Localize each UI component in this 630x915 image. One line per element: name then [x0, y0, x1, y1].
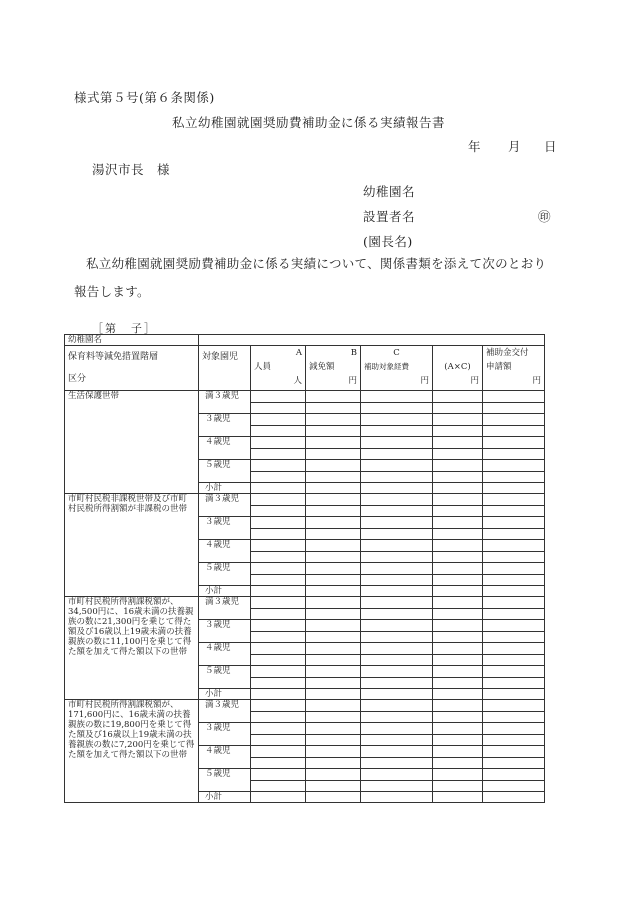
- age-band-label: 満３歳児: [199, 494, 251, 517]
- value-cell[interactable]: [433, 608, 483, 620]
- value-cell[interactable]: [251, 654, 306, 666]
- value-cell[interactable]: [306, 620, 361, 632]
- value-cell[interactable]: [433, 517, 483, 529]
- value-cell[interactable]: [433, 505, 483, 517]
- subtotal-value-cell[interactable]: [361, 792, 433, 803]
- value-cell[interactable]: [306, 402, 361, 414]
- value-cell[interactable]: [251, 414, 306, 426]
- value-cell[interactable]: [483, 551, 545, 563]
- value-cell[interactable]: [306, 666, 361, 678]
- kindergarten-name-row: [65, 335, 545, 346]
- col-ac-label: (A×C): [444, 362, 471, 372]
- col-c-header: [361, 346, 433, 391]
- addressee: 湯沢市長 様: [92, 162, 171, 177]
- value-cell[interactable]: [306, 528, 361, 540]
- value-cell[interactable]: [251, 780, 306, 792]
- value-cell[interactable]: [433, 780, 483, 792]
- value-cell[interactable]: [433, 425, 483, 437]
- value-cell[interactable]: [483, 723, 545, 735]
- value-cell[interactable]: [306, 608, 361, 620]
- value-cell[interactable]: [483, 471, 545, 483]
- value-cell[interactable]: [306, 517, 361, 529]
- value-cell[interactable]: [251, 471, 306, 483]
- founder-name-label: 設置者名: [363, 209, 416, 224]
- value-cell[interactable]: [433, 620, 483, 632]
- age-band-label: ４歳児: [199, 643, 251, 666]
- age-band-label: ５歳児: [199, 563, 251, 586]
- table-row: [65, 391, 545, 403]
- value-cell[interactable]: [361, 505, 433, 517]
- age-band-label: 満３歳児: [199, 597, 251, 620]
- value-cell[interactable]: [306, 425, 361, 437]
- age-band-label: ４歳児: [199, 437, 251, 460]
- value-cell[interactable]: [483, 402, 545, 414]
- value-cell[interactable]: [361, 677, 433, 689]
- value-cell[interactable]: [433, 551, 483, 563]
- subtotal-value-cell[interactable]: [361, 586, 433, 597]
- value-cell[interactable]: [251, 608, 306, 620]
- value-cell[interactable]: [251, 563, 306, 575]
- value-cell[interactable]: [483, 780, 545, 792]
- value-cell[interactable]: [433, 448, 483, 460]
- col-b-unit: 円: [348, 376, 357, 386]
- col-ac-unit: 円: [470, 376, 479, 386]
- value-cell[interactable]: [361, 460, 433, 472]
- table-row: [65, 700, 545, 712]
- value-cell[interactable]: [361, 402, 433, 414]
- principal-name-label: (園長名): [363, 234, 413, 249]
- value-cell[interactable]: [433, 402, 483, 414]
- value-cell[interactable]: [361, 757, 433, 769]
- value-cell[interactable]: [306, 437, 361, 449]
- value-cell[interactable]: [433, 391, 483, 403]
- value-cell[interactable]: [306, 460, 361, 472]
- value-cell[interactable]: [306, 391, 361, 403]
- value-cell[interactable]: [251, 494, 306, 506]
- subtotal-value-cell[interactable]: [483, 689, 545, 700]
- value-cell[interactable]: [483, 437, 545, 449]
- category-label: 市町村民税所得割課税額が、34,500円に、16歳未満の扶養親族の数に21,300円を乗じて得た額及び16歳以上19歳未満の扶養親族の数に11,100円を乗じて得た額を加えて得た額以下の世帯: [65, 597, 199, 700]
- value-cell[interactable]: [433, 471, 483, 483]
- value-cell[interactable]: [251, 540, 306, 552]
- value-cell[interactable]: [483, 494, 545, 506]
- value-cell[interactable]: [306, 505, 361, 517]
- col-c-unit: 円: [420, 376, 429, 386]
- value-cell[interactable]: [361, 414, 433, 426]
- value-cell[interactable]: [361, 654, 433, 666]
- value-cell[interactable]: [251, 517, 306, 529]
- value-cell[interactable]: [251, 597, 306, 609]
- value-cell[interactable]: [306, 494, 361, 506]
- value-cell[interactable]: [306, 700, 361, 712]
- value-cell[interactable]: [433, 574, 483, 586]
- kindergarten-name-label: 幼稚園名: [363, 184, 416, 199]
- col-grant-header: [483, 346, 545, 391]
- value-cell[interactable]: [361, 666, 433, 678]
- col-a-letter: A: [295, 348, 302, 358]
- value-cell[interactable]: [361, 437, 433, 449]
- value-cell[interactable]: [433, 711, 483, 723]
- age-band-label: ４歳児: [199, 746, 251, 769]
- value-cell[interactable]: [483, 608, 545, 620]
- seal-mark: ㊞: [538, 209, 552, 224]
- value-cell[interactable]: [251, 528, 306, 540]
- value-cell[interactable]: [483, 563, 545, 575]
- value-cell[interactable]: [306, 540, 361, 552]
- age-band-label: ３歳児: [199, 517, 251, 540]
- value-cell[interactable]: [361, 631, 433, 643]
- value-cell[interactable]: [306, 574, 361, 586]
- age-band-label: 満３歳児: [199, 700, 251, 723]
- category-label: 市町村民税非課税世帯及び市町村民税所得割額が非課税の世帯: [65, 494, 199, 597]
- value-cell[interactable]: [361, 643, 433, 655]
- subtotal-value-cell[interactable]: [251, 483, 306, 494]
- value-cell[interactable]: [251, 574, 306, 586]
- col-grant-line1: 補助金交付: [486, 348, 529, 358]
- value-cell[interactable]: [251, 620, 306, 632]
- value-cell[interactable]: [306, 654, 361, 666]
- value-cell[interactable]: [433, 734, 483, 746]
- value-cell[interactable]: [306, 757, 361, 769]
- value-cell[interactable]: [251, 723, 306, 735]
- value-cell[interactable]: [306, 597, 361, 609]
- value-cell[interactable]: [483, 448, 545, 460]
- value-cell[interactable]: [361, 517, 433, 529]
- value-cell[interactable]: [483, 414, 545, 426]
- subtotal-value-cell[interactable]: [361, 689, 433, 700]
- value-cell[interactable]: [361, 734, 433, 746]
- value-cell[interactable]: [483, 528, 545, 540]
- value-cell[interactable]: [306, 711, 361, 723]
- body-line-2: 報告します。: [74, 284, 150, 299]
- value-cell[interactable]: [433, 677, 483, 689]
- value-cell[interactable]: [361, 769, 433, 781]
- subtotal-label: 小計: [199, 792, 251, 803]
- subtotal-value-cell[interactable]: [306, 792, 361, 803]
- category-label: 生活保護世帯: [65, 391, 199, 494]
- value-cell[interactable]: [433, 746, 483, 758]
- table-row: [65, 494, 545, 506]
- value-cell[interactable]: [251, 677, 306, 689]
- groups-body: [65, 391, 545, 803]
- value-cell[interactable]: [361, 540, 433, 552]
- value-cell[interactable]: [251, 757, 306, 769]
- value-cell[interactable]: [433, 540, 483, 552]
- value-cell[interactable]: [483, 517, 545, 529]
- value-cell[interactable]: [306, 631, 361, 643]
- value-cell[interactable]: [433, 494, 483, 506]
- value-cell[interactable]: [361, 700, 433, 712]
- form-number: 様式第５号(第６条関係): [74, 90, 215, 105]
- value-cell[interactable]: [483, 460, 545, 472]
- date-year: 年: [468, 139, 482, 154]
- age-band-label: ３歳児: [199, 414, 251, 437]
- kindergarten-name-value[interactable]: [199, 335, 545, 346]
- value-cell[interactable]: [433, 528, 483, 540]
- age-band-label: ５歳児: [199, 769, 251, 792]
- subtotal-value-cell[interactable]: [251, 792, 306, 803]
- value-cell[interactable]: [483, 631, 545, 643]
- value-cell[interactable]: [361, 471, 433, 483]
- value-cell[interactable]: [483, 620, 545, 632]
- subtotal-value-cell[interactable]: [433, 689, 483, 700]
- value-cell[interactable]: [433, 460, 483, 472]
- value-cell[interactable]: [433, 414, 483, 426]
- category-header-line2: 区分: [68, 374, 87, 384]
- col-grant-unit: 円: [532, 376, 541, 386]
- value-cell[interactable]: [483, 425, 545, 437]
- body-line-1: 私立幼稚園就園奨励費補助金に係る実績について、関係書類を添えて次のとおり: [86, 256, 547, 271]
- value-cell[interactable]: [306, 471, 361, 483]
- col-a-header: [251, 346, 306, 391]
- value-cell[interactable]: [306, 780, 361, 792]
- grant-report-table: [64, 334, 545, 803]
- table-row: [65, 597, 545, 609]
- date-day: 日: [544, 139, 558, 154]
- value-cell[interactable]: [433, 700, 483, 712]
- category-header: [65, 346, 199, 391]
- value-cell[interactable]: [361, 551, 433, 563]
- value-cell[interactable]: [251, 746, 306, 758]
- age-band-label: ４歳児: [199, 540, 251, 563]
- col-a-unit: 人: [293, 376, 302, 386]
- age-band-label: ３歳児: [199, 620, 251, 643]
- value-cell[interactable]: [483, 734, 545, 746]
- child-order-label: ［第 子］: [92, 322, 157, 335]
- value-cell[interactable]: [306, 643, 361, 655]
- document-title: 私立幼稚園就園奨励費補助金に係る実績報告書: [172, 115, 446, 130]
- value-cell[interactable]: [483, 677, 545, 689]
- col-c-label: 補助対象経費: [364, 362, 409, 371]
- value-cell[interactable]: [251, 551, 306, 563]
- value-cell[interactable]: [361, 608, 433, 620]
- value-cell[interactable]: [361, 448, 433, 460]
- value-cell[interactable]: [251, 734, 306, 746]
- col-b-header: [306, 346, 361, 391]
- value-cell[interactable]: [361, 425, 433, 437]
- value-cell[interactable]: [251, 460, 306, 472]
- subtotal-value-cell[interactable]: [361, 483, 433, 494]
- value-cell[interactable]: [483, 757, 545, 769]
- value-cell[interactable]: [361, 746, 433, 758]
- value-cell[interactable]: [483, 711, 545, 723]
- value-cell[interactable]: [361, 711, 433, 723]
- value-cell[interactable]: [361, 494, 433, 506]
- value-cell[interactable]: [433, 769, 483, 781]
- value-cell[interactable]: [361, 391, 433, 403]
- subtotal-value-cell[interactable]: [433, 792, 483, 803]
- value-cell[interactable]: [306, 723, 361, 735]
- value-cell[interactable]: [251, 448, 306, 460]
- value-cell[interactable]: [483, 654, 545, 666]
- subtotal-value-cell[interactable]: [483, 483, 545, 494]
- value-cell[interactable]: [251, 402, 306, 414]
- subtotal-value-cell[interactable]: [433, 586, 483, 597]
- value-cell[interactable]: [251, 711, 306, 723]
- col-c-letter: C: [393, 348, 400, 358]
- value-cell[interactable]: [483, 666, 545, 678]
- value-cell[interactable]: [483, 574, 545, 586]
- value-cell[interactable]: [361, 620, 433, 632]
- value-cell[interactable]: [361, 780, 433, 792]
- subtotal-value-cell[interactable]: [306, 483, 361, 494]
- age-band-label: ５歳児: [199, 460, 251, 483]
- subtotal-value-cell[interactable]: [433, 483, 483, 494]
- kindergarten-name-cell: 幼稚園名: [65, 335, 199, 346]
- subtotal-value-cell[interactable]: [306, 689, 361, 700]
- category-label: 市町村民税所得割課税額が、171,600円に、16歳未満の扶養親族の数に19,800円を乗じて得た額及び16歳以上19歳未満の扶養親族の数に7,200円を乗じて得た額を加えて得た額以下の世帯: [65, 700, 199, 803]
- value-cell[interactable]: [433, 757, 483, 769]
- value-cell[interactable]: [361, 723, 433, 735]
- col-b-label: 減免額: [309, 362, 335, 372]
- report-body: [74, 250, 564, 306]
- value-cell[interactable]: [306, 734, 361, 746]
- age-band-label: ３歳児: [199, 723, 251, 746]
- value-cell[interactable]: [361, 528, 433, 540]
- subtotal-value-cell[interactable]: [251, 586, 306, 597]
- subtotal-value-cell[interactable]: [306, 586, 361, 597]
- value-cell[interactable]: [483, 643, 545, 655]
- value-cell[interactable]: [251, 505, 306, 517]
- age-band-label: ５歳児: [199, 666, 251, 689]
- subtotal-value-cell[interactable]: [483, 586, 545, 597]
- value-cell[interactable]: [251, 425, 306, 437]
- value-cell[interactable]: [483, 700, 545, 712]
- subtotal-label: 小計: [199, 483, 251, 494]
- value-cell[interactable]: [306, 551, 361, 563]
- col-a-label: 人員: [254, 362, 272, 372]
- value-cell[interactable]: [251, 666, 306, 678]
- target-child-header: 対象園児: [199, 346, 251, 391]
- value-cell[interactable]: [361, 597, 433, 609]
- value-cell[interactable]: [251, 643, 306, 655]
- value-cell[interactable]: [306, 414, 361, 426]
- value-cell[interactable]: [433, 666, 483, 678]
- value-cell[interactable]: [251, 700, 306, 712]
- value-cell[interactable]: [306, 448, 361, 460]
- age-band-label: 満３歳児: [199, 391, 251, 414]
- value-cell[interactable]: [433, 723, 483, 735]
- value-cell[interactable]: [306, 769, 361, 781]
- value-cell[interactable]: [433, 437, 483, 449]
- value-cell[interactable]: [433, 631, 483, 643]
- subtotal-value-cell[interactable]: [483, 792, 545, 803]
- category-header-line1: 保育料等減免措置階層: [68, 352, 159, 362]
- value-cell[interactable]: [433, 643, 483, 655]
- value-cell[interactable]: [483, 597, 545, 609]
- value-cell[interactable]: [306, 563, 361, 575]
- value-cell[interactable]: [306, 677, 361, 689]
- value-cell[interactable]: [433, 597, 483, 609]
- value-cell[interactable]: [433, 563, 483, 575]
- value-cell[interactable]: [483, 746, 545, 758]
- value-cell[interactable]: [251, 769, 306, 781]
- value-cell[interactable]: [361, 574, 433, 586]
- date-month: 月: [508, 139, 522, 154]
- value-cell[interactable]: [483, 391, 545, 403]
- value-cell[interactable]: [483, 540, 545, 552]
- value-cell[interactable]: [251, 437, 306, 449]
- header-row: [65, 346, 545, 391]
- col-grant-line2: 申請額: [486, 362, 512, 372]
- col-b-letter: B: [350, 348, 357, 358]
- value-cell[interactable]: [306, 746, 361, 758]
- value-cell[interactable]: [251, 631, 306, 643]
- subtotal-label: 小計: [199, 689, 251, 700]
- value-cell[interactable]: [433, 654, 483, 666]
- subtotal-label: 小計: [199, 586, 251, 597]
- subtotal-value-cell[interactable]: [251, 689, 306, 700]
- col-ac-header: [433, 346, 483, 391]
- value-cell[interactable]: [251, 391, 306, 403]
- value-cell[interactable]: [361, 563, 433, 575]
- value-cell[interactable]: [483, 505, 545, 517]
- value-cell[interactable]: [483, 769, 545, 781]
